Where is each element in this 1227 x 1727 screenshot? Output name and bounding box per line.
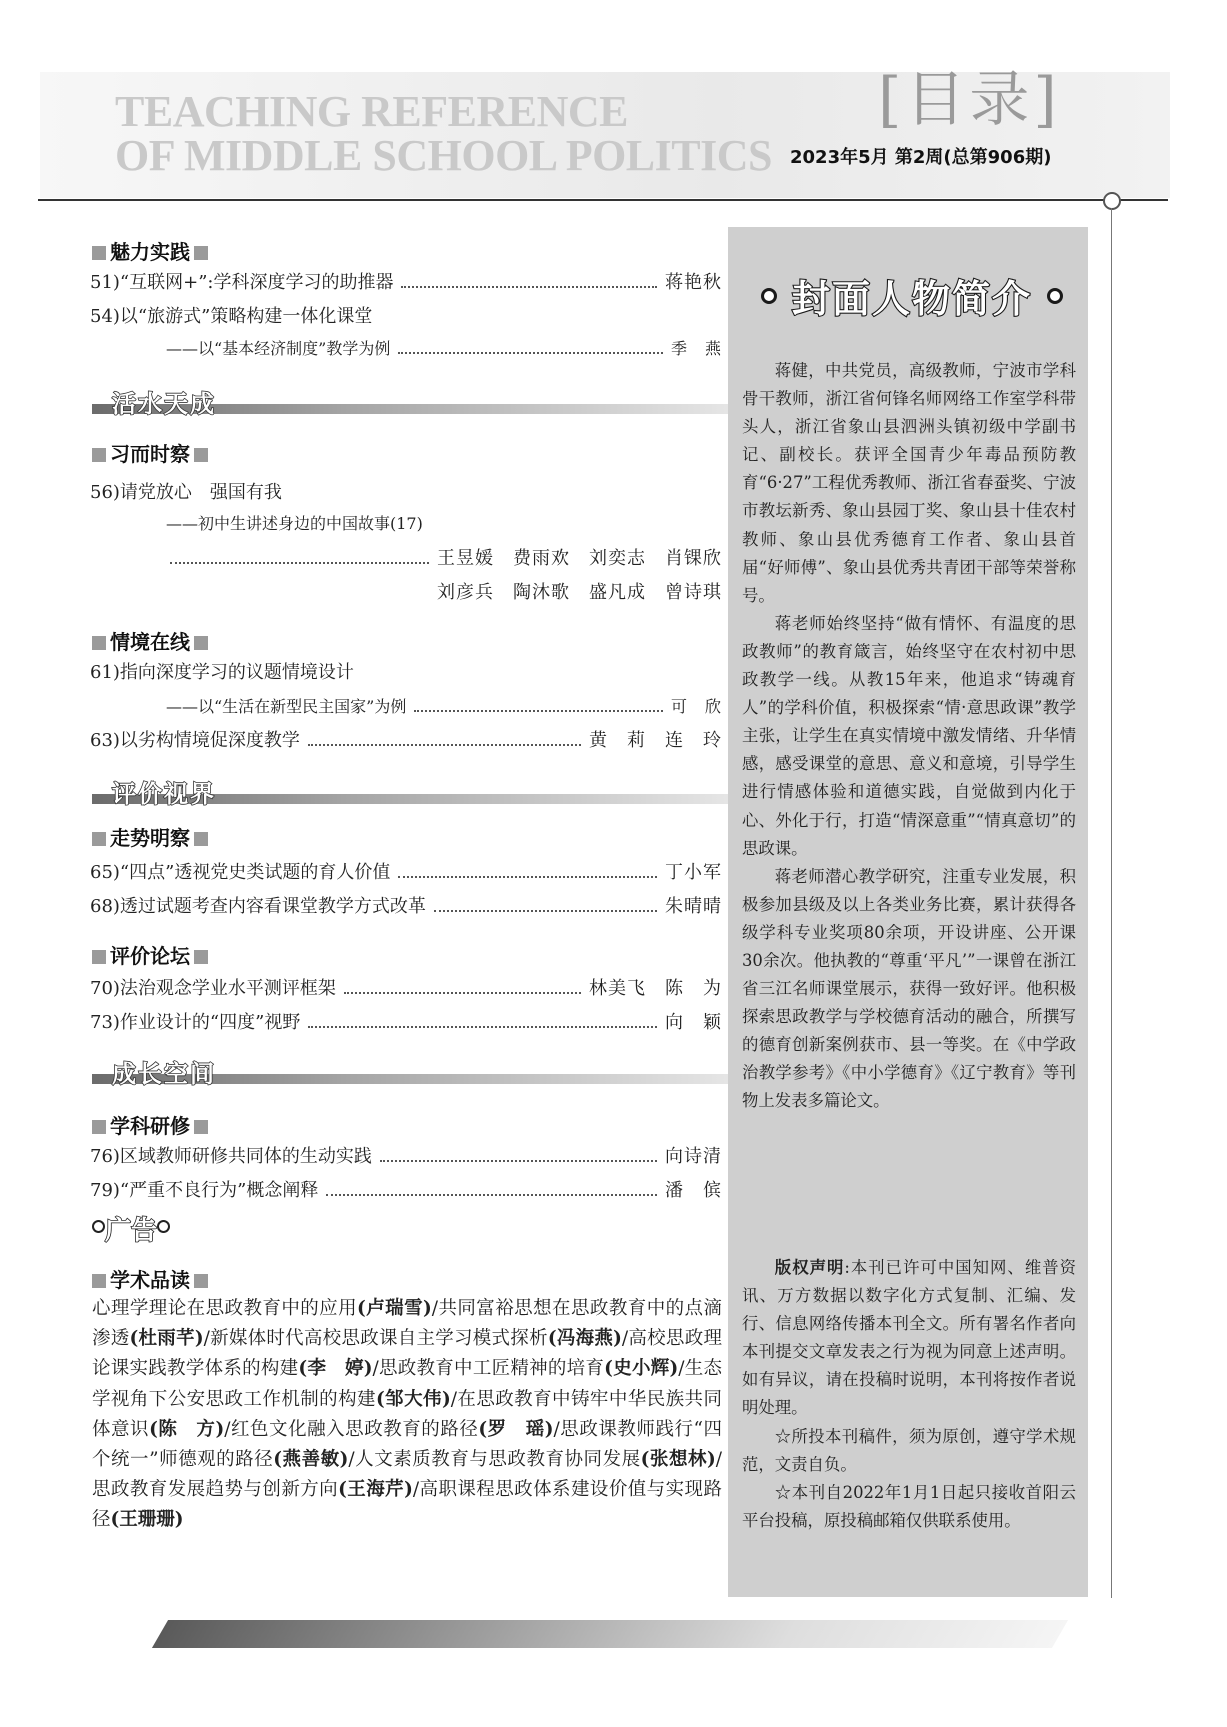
toc-entry-54[interactable]: 54)以“旅游式”策略构建一体化课堂	[90, 306, 373, 327]
toc-entry-68[interactable]: 68)透过试题考查内容看课堂教学方式改革 朱晴晴	[90, 896, 722, 917]
academic-readings-list	[92, 1294, 722, 1536]
banner-chengzhang: 成长空间	[92, 1056, 732, 1086]
toc-entry-51[interactable]: 51)“互联网+”:学科深度学习的助推器 蒋艳秋	[90, 272, 722, 293]
toc-entry-70[interactable]: 70)法治观念学业水平测评框架 林美飞 陈 为	[90, 978, 722, 999]
toc-entry-61[interactable]: 61)指向深度学习的议题情境设计	[90, 662, 354, 683]
reading-title: /人文素质教育与思政教育协同发展	[348, 1449, 641, 1471]
toc-entry-65[interactable]: 65)“四点”透视党史类试题的育人价值 丁小军	[90, 862, 722, 883]
toc-entry-56-authors2: 刘彦兵 陶沐歌 盛凡成 曾诗琪	[437, 582, 722, 603]
reading-author: (冯海燕)	[547, 1328, 622, 1350]
reading-author: (杜雨芊)	[129, 1328, 204, 1350]
toc-entry-56-authors1: 王昱媛 费雨欢 刘奕志 肖锞欣	[170, 548, 722, 570]
toc-entry-79[interactable]: 79)“严重不良行为”概念阐释 潘 傧	[90, 1180, 722, 1201]
reading-author: (李 婷)	[298, 1358, 373, 1380]
reading-title: /思政教育中工匠精神的培育	[372, 1358, 605, 1380]
section-xi: 习而时察	[92, 438, 208, 467]
banner-huoshui: 活水天成	[92, 386, 732, 416]
reading-title: /在思政教育中铸牢中华民族共同体意识	[92, 1388, 722, 1440]
toc-entry-76[interactable]: 76)区域教师研修共同体的生动实践 向诗清	[90, 1146, 722, 1167]
contents-title: [目录]	[878, 65, 1061, 135]
cover-profile-bio: 蒋健，中共党员，高级教师，宁波市学科骨干教师，浙江省何锋名师网络工作室学科带头人，浙江省象山县泗洲头镇初级中学副书记、副校长。获评全国青少年毒品预防教育“6·27”工程优秀教师、浙江省春蚕奖、宁波市教坛新秀、象山县园丁奖、象山县十佳农村教师、象山县优秀德育工作者、象山县首届“好师傅”、象山县优秀共青团干部等荣誉称号。 蒋老师始终坚持“做有情怀、有温度的思政教师”的教育箴言，始终坚守在农村初中思政教学一线。从教15年来，他追求“铸魂育人”的学科价值，积极探索“情·意思政课”教学主张，让学生在真实情境中激发情绪、升华情感，感受课堂的意思、意义和意境，引导学生进行情感体验和道德实践，自觉做到内化于心、外化于行，打造“情深意重”“情真意切”的思政课。 蒋老师潜心教学研究，注重专业发展，积极参加县级及以上各类业务比赛，累计获得各级学科专业奖项80余项，开设讲座、公开课30余次。他执教的“尊重‘平凡’”一课曾在浙江省三江名师课堂展示，获得一致好评。他积极探索思政教学与学校德育活动的融合，所撰写的德育创新案例获市、县一等奖。在《中学政治教学参考》《中小学德育》《辽宁教育》等刊物上发表多篇论文。	[742, 361, 1076, 1111]
cover-profile-title: 封面人物简介	[742, 268, 1082, 323]
reading-title: /思政课教师践行“四个统一”师德观的路径	[92, 1418, 722, 1471]
section-ping: 评价论坛	[92, 940, 208, 969]
section-xue: 学科研修	[92, 1110, 208, 1139]
reading-title: /高职课程思政体系建设价值与实现路径	[92, 1479, 722, 1531]
reading-author: (卢瑞雪)	[357, 1298, 432, 1319]
toc-entry-63[interactable]: 63)以劣构情境促深度教学 黄 莉 连 玲	[90, 730, 722, 751]
toc-entry-56-sub: ——初中生讲述身边的中国故事(17)	[166, 514, 423, 533]
rule-circle-ornament	[1103, 192, 1121, 210]
reading-author: (燕善敏)	[273, 1449, 349, 1471]
reading-author: (陈 方)	[149, 1418, 225, 1440]
toc-entry-54-sub: ——以“基本经济制度”教学为例 季 燕	[166, 339, 722, 358]
toc-entry-73[interactable]: 73)作业设计的“四度”视野 向 颖	[90, 1012, 722, 1033]
reading-title: 心理学理论在思政教育中的应用	[92, 1298, 358, 1319]
reading-author: (张想林)	[640, 1449, 716, 1471]
reading-title: /高校思政理论课实践教学体系的构建	[92, 1328, 722, 1380]
toc-entry-61-sub: ——以“生活在新型民主国家”为例 可 欣	[166, 697, 722, 716]
reading-author: (罗 瑶)	[478, 1418, 554, 1440]
reading-author: (史小辉)	[604, 1358, 679, 1380]
reading-title: /新媒体时代高校思政课自主学习模式探析	[203, 1328, 548, 1350]
section-zou: 走势明察	[92, 822, 208, 851]
banner-pingjia: 评价视界	[92, 776, 732, 806]
footer-decorative-bar	[152, 1620, 1068, 1648]
advertisement-label: 广告	[92, 1210, 170, 1247]
reading-author: (王海芹)	[338, 1479, 413, 1501]
section-qing: 情境在线	[92, 626, 208, 655]
reading-title: /思政教育发展趋势与创新方向	[92, 1449, 723, 1501]
reading-author: (王珊珊)	[110, 1509, 184, 1531]
issue-date: 2023年5月 第2周(总第906期)	[790, 147, 1052, 168]
copyright-notice: 版权声明:本刊已许可中国知网、维普资讯、万方数据以数字化方式复制、汇编、发行、信息网络传播本刊全文。所有署名作者向本刊提交文章发表之行为视为同意上述声明。如有异议，请在投稿时说明，本刊将按作者说明处理。 ☆所投本刊稿件，须为原创，遵守学术规范，文责自负。 ☆本刊自2022年1月1日起只接收首阳云平台投稿，原投稿邮箱仅供联系使用。	[742, 1258, 1076, 1530]
reading-title: /生态学视角下公安思政工作机制的构建	[92, 1358, 723, 1410]
right-vertical-rule	[1111, 208, 1112, 1598]
reading-title: /共同富裕思想在思政教育中的点滴渗透	[92, 1298, 722, 1350]
toc-entry-56[interactable]: 56)请党放心 强国有我	[90, 482, 282, 503]
journal-english-title: TEACHING REFERENCE OF MIDDLE SCHOOL POLITICS	[115, 87, 772, 180]
section-shu: 学术品读	[92, 1264, 208, 1293]
header-rule	[38, 199, 1168, 201]
section-meili: 魅力实践	[92, 236, 208, 265]
reading-title: /红色文化融入思政教育的路径	[224, 1418, 479, 1440]
reading-author: (邹大伟)	[375, 1388, 451, 1410]
